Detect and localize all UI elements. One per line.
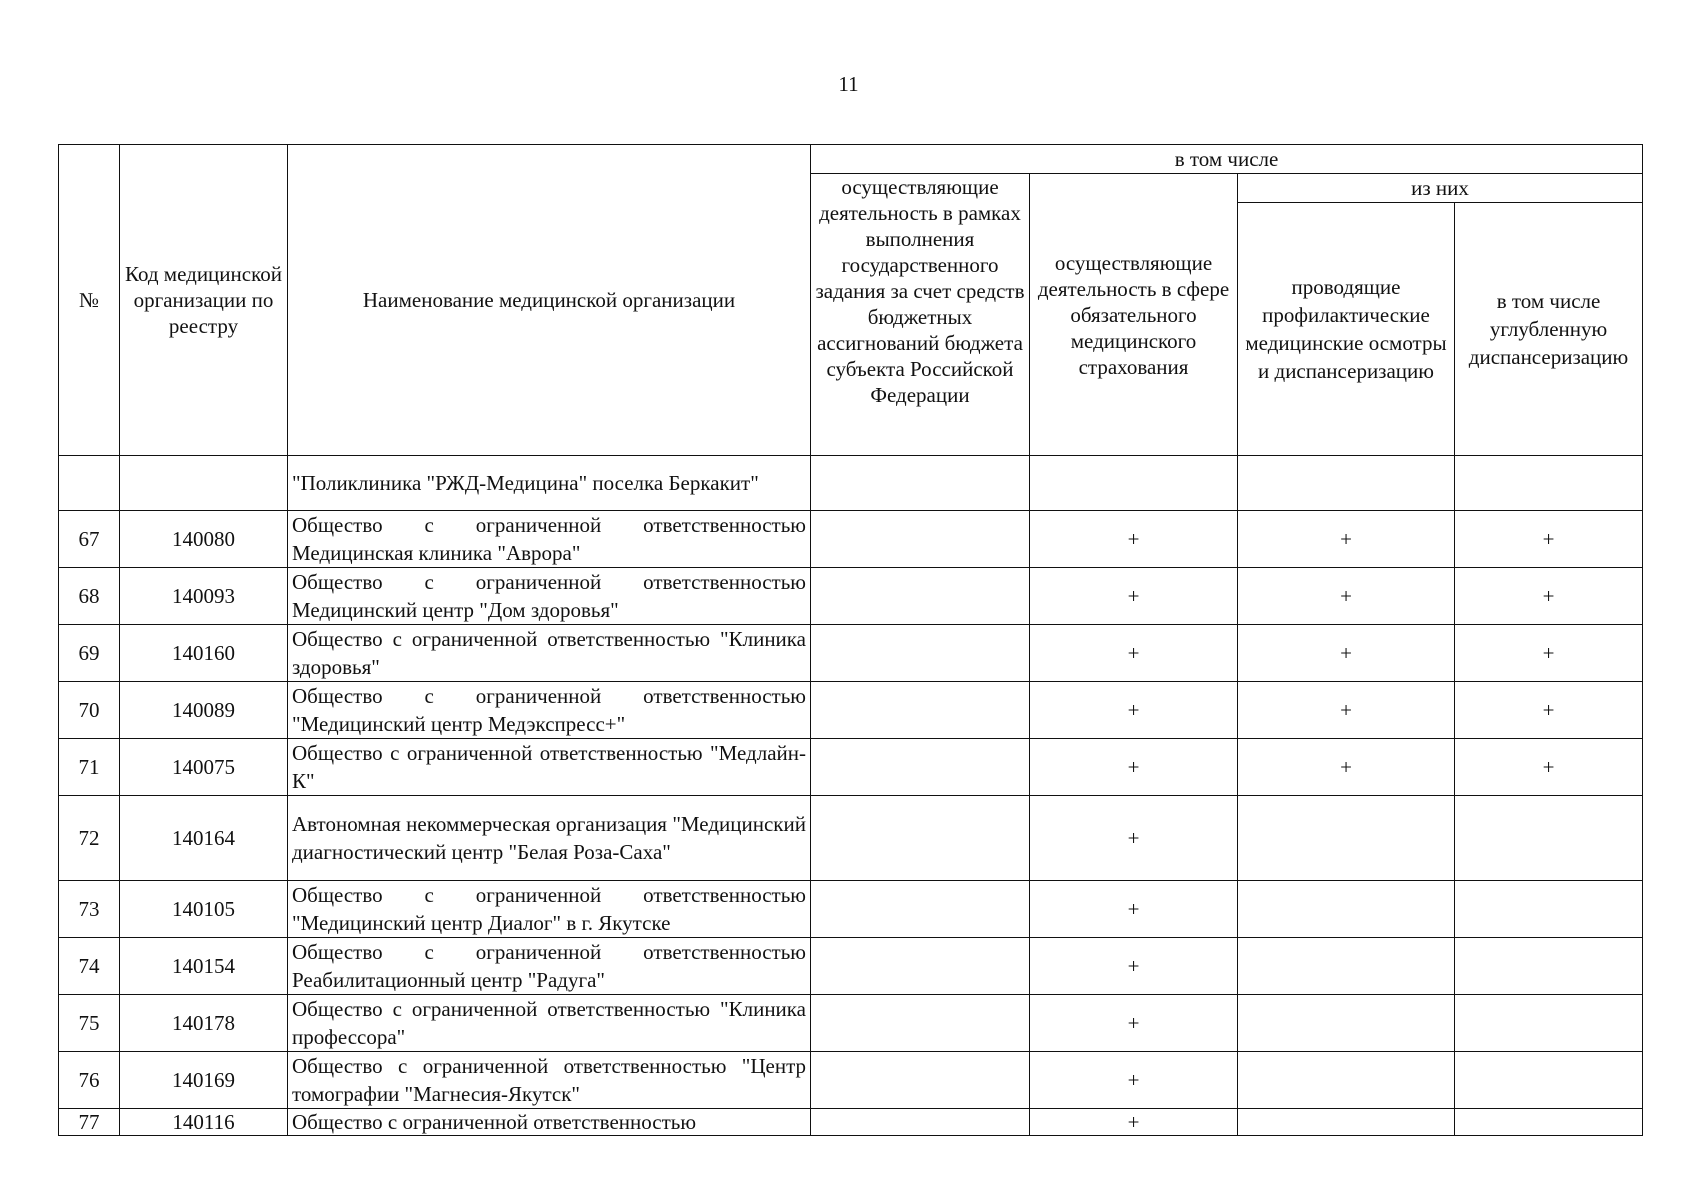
row-preventive-exams-mark <box>1238 1052 1455 1109</box>
row-registry-code: 140075 <box>120 739 288 796</box>
row-in-depth-screening-mark <box>1455 995 1643 1052</box>
row-preventive-exams-mark: + <box>1238 568 1455 625</box>
row-in-depth-screening-mark: + <box>1455 739 1643 796</box>
row-preventive-exams-mark: + <box>1238 739 1455 796</box>
row-state-task-mark <box>811 739 1030 796</box>
row-registry-code: 140089 <box>120 682 288 739</box>
row-state-task-mark <box>811 938 1030 995</box>
row-registry-code: 140116 <box>120 1109 288 1136</box>
row-state-task-mark <box>811 456 1030 511</box>
row-organization-name: Общество с ограниченной ответственностью <box>288 1109 811 1136</box>
row-oms-mark: + <box>1030 1109 1238 1136</box>
medical-organizations-table <box>58 144 1643 1136</box>
row-preventive-exams-mark <box>1238 995 1455 1052</box>
row-organization-name: Общество с ограниченной ответственностью "Медлайн-К" <box>288 739 811 796</box>
row-oms-mark: + <box>1030 796 1238 881</box>
row-number: 75 <box>59 995 120 1052</box>
row-state-task-mark <box>811 625 1030 682</box>
row-in-depth-screening-mark: + <box>1455 511 1643 568</box>
row-number: 70 <box>59 682 120 739</box>
row-oms-mark: + <box>1030 625 1238 682</box>
row-organization-name: Общество с ограниченной ответственностью Медицинский центр "Дом здоровья" <box>288 568 811 625</box>
row-organization-name: Общество с ограниченной ответственностью "Центр томографии "Магнесия-Якутск" <box>288 1052 811 1109</box>
header-organization-name: Наименование медицинской организации <box>288 145 811 456</box>
table-body <box>59 456 1643 1136</box>
row-oms-mark: + <box>1030 995 1238 1052</box>
row-preventive-exams-mark <box>1238 796 1455 881</box>
row-number: 68 <box>59 568 120 625</box>
row-organization-name: Автономная некоммерческая организация "Медицинский диагностический центр "Белая Роза-Саха" <box>288 796 811 881</box>
table-row <box>59 938 1643 995</box>
row-registry-code <box>120 456 288 511</box>
row-in-depth-screening-mark <box>1455 456 1643 511</box>
row-preventive-exams-mark: + <box>1238 511 1455 568</box>
row-oms-mark <box>1030 456 1238 511</box>
row-preventive-exams-mark <box>1238 1109 1455 1136</box>
row-number: 71 <box>59 739 120 796</box>
row-oms-mark: + <box>1030 881 1238 938</box>
row-number <box>59 456 120 511</box>
row-organization-name: "Поликлиника "РЖД-Медицина" поселка Беркакит" <box>288 456 811 511</box>
row-state-task-mark <box>811 995 1030 1052</box>
row-state-task-mark <box>811 796 1030 881</box>
header-preventive-exams: проводящие профилактические медицинские осмотры и диспансеризацию <box>1238 203 1455 456</box>
table-row <box>59 1052 1643 1109</box>
row-oms-mark: + <box>1030 739 1238 796</box>
header-in-depth-screening: в том числе углубленную диспансеризацию <box>1455 203 1643 456</box>
row-oms-mark: + <box>1030 568 1238 625</box>
row-in-depth-screening-mark: + <box>1455 625 1643 682</box>
row-organization-name: Общество с ограниченной ответственностью "Медицинский центр Медэкспресс+" <box>288 682 811 739</box>
header-oms: осуществляющие деятельность в сфере обязательного медицинского страхования <box>1030 174 1238 456</box>
table-row <box>59 456 1643 511</box>
table-row <box>59 995 1643 1052</box>
table-row <box>59 881 1643 938</box>
row-oms-mark: + <box>1030 1052 1238 1109</box>
row-registry-code: 140160 <box>120 625 288 682</box>
row-number: 77 <box>59 1109 120 1136</box>
row-organization-name: Общество с ограниченной ответственностью Реабилитационный центр "Радуга" <box>288 938 811 995</box>
row-preventive-exams-mark <box>1238 938 1455 995</box>
row-in-depth-screening-mark <box>1455 881 1643 938</box>
header-of-them: из них <box>1238 174 1643 203</box>
row-number: 72 <box>59 796 120 881</box>
row-in-depth-screening-mark <box>1455 938 1643 995</box>
row-oms-mark: + <box>1030 682 1238 739</box>
table-row <box>59 568 1643 625</box>
header-including: в том числе <box>811 145 1643 174</box>
row-organization-name: Общество с ограниченной ответственностью "Клиника профессора" <box>288 995 811 1052</box>
row-in-depth-screening-mark: + <box>1455 682 1643 739</box>
row-preventive-exams-mark: + <box>1238 682 1455 739</box>
row-state-task-mark <box>811 568 1030 625</box>
table-row <box>59 796 1643 881</box>
row-organization-name: Общество с ограниченной ответственностью "Медицинский центр Диалог" в г. Якутске <box>288 881 811 938</box>
row-state-task-mark <box>811 1109 1030 1136</box>
table-row <box>59 682 1643 739</box>
row-preventive-exams-mark: + <box>1238 625 1455 682</box>
row-oms-mark: + <box>1030 938 1238 995</box>
row-preventive-exams-mark <box>1238 881 1455 938</box>
row-registry-code: 140178 <box>120 995 288 1052</box>
table-row <box>59 625 1643 682</box>
row-registry-code: 140105 <box>120 881 288 938</box>
row-number: 73 <box>59 881 120 938</box>
row-registry-code: 140169 <box>120 1052 288 1109</box>
row-number: 74 <box>59 938 120 995</box>
row-state-task-mark <box>811 881 1030 938</box>
row-preventive-exams-mark <box>1238 456 1455 511</box>
header-registry-code: Код медицинской организации по реестру <box>120 145 288 456</box>
row-state-task-mark <box>811 511 1030 568</box>
page-number: 11 <box>838 72 859 96</box>
header-state-task: осуществляющие деятельность в рамках выполнения государственного задания за счет средств бюджетных ассигнований бюджета субъекта Российской Федерации <box>811 174 1030 456</box>
row-organization-name: Общество с ограниченной ответственностью Медицинская клиника "Аврора" <box>288 511 811 568</box>
row-registry-code: 140164 <box>120 796 288 881</box>
row-oms-mark: + <box>1030 511 1238 568</box>
row-number: 67 <box>59 511 120 568</box>
row-in-depth-screening-mark: + <box>1455 568 1643 625</box>
row-number: 76 <box>59 1052 120 1109</box>
row-registry-code: 140080 <box>120 511 288 568</box>
row-in-depth-screening-mark <box>1455 1052 1643 1109</box>
row-state-task-mark <box>811 1052 1030 1109</box>
row-in-depth-screening-mark <box>1455 796 1643 881</box>
row-registry-code: 140154 <box>120 938 288 995</box>
header-number: № <box>59 145 120 456</box>
row-organization-name: Общество с ограниченной ответственностью "Клиника здоровья" <box>288 625 811 682</box>
table-row <box>59 511 1643 568</box>
table-row <box>59 739 1643 796</box>
row-registry-code: 140093 <box>120 568 288 625</box>
row-in-depth-screening-mark <box>1455 1109 1643 1136</box>
row-state-task-mark <box>811 682 1030 739</box>
table-row <box>59 1109 1643 1136</box>
row-number: 69 <box>59 625 120 682</box>
